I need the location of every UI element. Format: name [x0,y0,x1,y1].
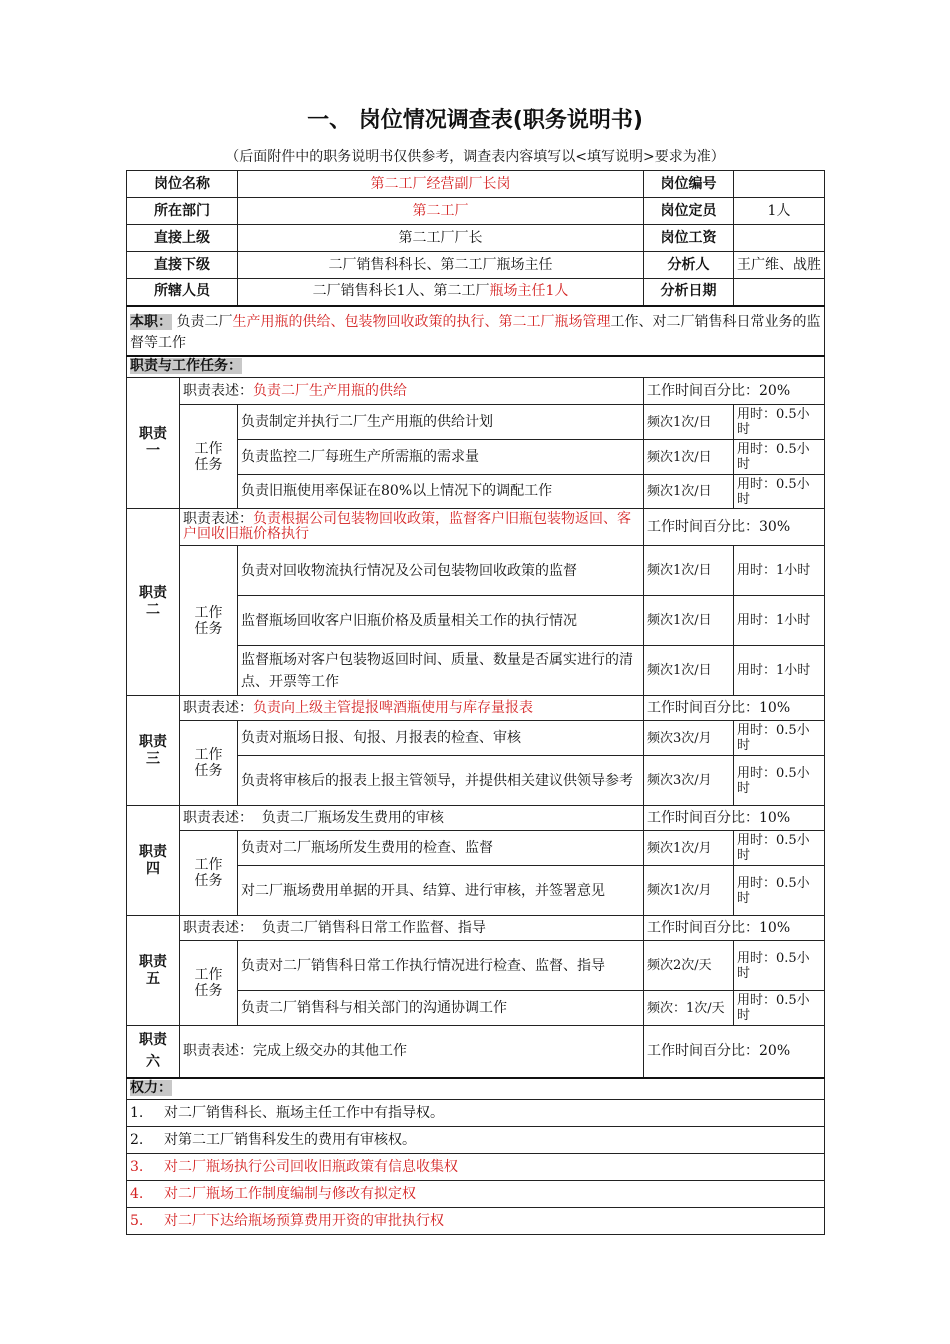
duty-1-task-3-text: 负责旧瓶使用率保证在80%以上情况下的调配工作 [238,475,644,509]
duty-1-desc-label: 职责表述： [183,382,253,399]
wage-label: 岗位工资 [644,225,734,252]
duty-5-task-1-time: 用时：0.5小时 [734,941,825,991]
power-4-text: 对二厂瓶场工作制度编制与修改有拟定权 [164,1185,416,1202]
duty-3-desc [180,696,644,721]
duty-4-task-2-text: 对二厂瓶场费用单据的开具、结算、进行审核，并签署意见 [238,866,644,916]
duty-6-desc-text: 完成上级交办的其他工作 [253,1042,407,1059]
subordinate-label: 直接下级 [127,252,238,279]
duty-5-task-1-freq: 频次2次/天 [644,941,734,991]
power-3-text: 对二厂瓶场执行公司回收旧瓶政策有信息收集权 [164,1158,458,1175]
duties-header [127,356,825,378]
duty-3-task-2-text: 负责将审核后的报表上报主管领导，并提供相关建议供领导参考 [238,756,644,806]
duty-3-task-2-time: 用时：0.5小时 [734,756,825,806]
duty-2-task-1-text: 负责对回收物流执行情况及公司包装物回收政策的监督 [238,546,644,596]
duty-4-task-1 [127,831,825,866]
duty-2-task-1 [127,546,825,596]
duty-4-name: 职责四 [127,806,180,916]
staff-value-b: 瓶场主任1人 [489,283,569,300]
duty-2-desc [180,509,644,546]
duty-6-percent: 工作时间百分比：20% [644,1026,825,1078]
duty-1-desc [180,378,644,405]
duty-4-task-1-text: 负责对二厂瓶场所发生费用的检查、监督 [238,831,644,866]
dept-value: 第二工厂 [238,198,644,225]
analyst-label: 分析人 [644,252,734,279]
duty-6-row [127,1026,825,1078]
duty-1-task-label: 工作任务 [180,405,238,509]
duty-3-task-2-freq: 频次3次/月 [644,756,734,806]
duty-2-task-2-time: 用时：1小时 [734,596,825,646]
duties-header-label: 职责与工作任务： [130,358,242,375]
duty-5-desc-text: 负责二厂销售科日常工作监督、指导 [261,919,486,936]
power-4-row [127,1181,825,1208]
duty-4-task-1-time: 用时：0.5小时 [734,831,825,866]
info-row-3 [127,225,825,252]
staff-value [238,279,644,306]
duty-2-desc-label: 职责表述： [183,511,253,527]
duty-3-desc-row [127,696,825,721]
power-1 [127,1100,825,1127]
power-5-no: 5. [130,1212,144,1229]
duty-4-task-2-freq: 频次1次/月 [644,866,734,916]
job-summary-text-a: 负责二厂 [176,313,233,330]
page-title: 一、 岗位情况调查表(职务说明书) [307,108,643,133]
power-5-row [127,1208,825,1235]
duty-6-desc [180,1026,644,1078]
duty-1-percent: 工作时间百分比：20% [644,378,825,405]
duty-1-task-1 [127,405,825,440]
dept-label: 所在部门 [127,198,238,225]
duty-4-desc [180,806,644,831]
page-subtitle: （后面附件中的职务说明书仅供参考，调查表内容填写以<填写说明>要求为准） [225,149,725,165]
duty-1-desc-text: 负责二厂生产用瓶的供给 [253,382,407,399]
duty-1-name: 职责一 [127,378,180,509]
duty-1-task-3-freq: 频次1次/日 [644,475,734,509]
duty-1-task-1-freq: 频次1次/日 [644,405,734,440]
power-2-text: 对第二工厂销售科发生的费用有审核权。 [164,1131,416,1148]
powers-header [127,1078,825,1100]
duties-header-row [127,356,825,378]
duty-1-desc-row [127,378,825,405]
duty-3-desc-text: 负责向上级主管提报啤酒瓶使用与库存量报表 [253,699,533,716]
duty-2-task-2-freq: 频次1次/日 [644,596,734,646]
power-3-row [127,1154,825,1181]
duty-6-name: 职责六 [127,1026,180,1078]
duty-5-task-2-text: 负责二厂销售科与相关部门的沟通协调工作 [238,991,644,1026]
duty-1-task-3-time: 用时：0.5小时 [734,475,825,509]
power-5 [127,1208,825,1235]
duty-2-name: 职责二 [127,509,180,696]
superior-label: 直接上级 [127,225,238,252]
duty-2-task-2-text: 监督瓶场回收客户旧瓶价格及质量相关工作的执行情况 [238,596,644,646]
job-summary-text-c: 工作、对二厂销售科日常业务的监督等工作 [130,313,821,351]
info-row-4 [127,252,825,279]
duty-2-desc-row [127,509,825,546]
power-2-no: 2. [130,1131,144,1148]
post-name-value: 第二工厂经营副厂长岗 [238,171,644,198]
info-row-5 [127,279,825,306]
duty-3-task-1 [127,721,825,756]
duty-3-task-1-text: 负责对瓶场日报、旬报、月报表的检查、审核 [238,721,644,756]
duty-3-task-1-time: 用时：0.5小时 [734,721,825,756]
duty-5-name: 职责五 [127,916,180,1026]
duty-6-desc-label: 职责表述： [183,1042,253,1059]
duty-2-task-1-freq: 频次1次/日 [644,546,734,596]
job-summary-label: 本职： [130,313,172,330]
duty-2-task-1-time: 用时：1小时 [734,546,825,596]
duty-4-task-2-time: 用时：0.5小时 [734,866,825,916]
duty-3-task-label: 工作任务 [180,721,238,806]
duty-3-name: 职责三 [127,696,180,806]
duty-2-task-label: 工作任务 [180,546,238,696]
info-row-1 [127,171,825,198]
powers-header-row [127,1078,825,1100]
duty-5-percent: 工作时间百分比：10% [644,916,825,941]
power-5-text: 对二厂下达给瓶场预算费用开资的审批执行权 [164,1212,444,1229]
duty-3-desc-label: 职责表述： [183,699,253,716]
duty-1-task-2-freq: 频次1次/日 [644,440,734,475]
info-row-2 [127,198,825,225]
duty-2-task-3-time: 用时：1小时 [734,646,825,696]
job-summary [127,306,825,356]
duty-2-task-3-freq: 频次1次/日 [644,646,734,696]
duty-4-percent: 工作时间百分比：10% [644,806,825,831]
date-value [734,279,825,306]
duty-3-percent: 工作时间百分比：10% [644,696,825,721]
duty-2-desc-text: 负责根据公司包装物回收政策，监督客户旧瓶包装物返回、客户回收旧瓶价格执行 [183,511,631,542]
power-1-no: 1. [130,1104,144,1121]
headcount-label: 岗位定员 [644,198,734,225]
power-2-row [127,1127,825,1154]
duty-2-percent: 工作时间百分比：30% [644,509,825,546]
post-name-label: 岗位名称 [127,171,238,198]
subordinate-value: 二厂销售科科长、第二工厂瓶场主任 [238,252,644,279]
wage-value [734,225,825,252]
duty-5-task-1-text: 负责对二厂销售科日常工作执行情况进行检查、监督、指导 [238,941,644,991]
duty-1-task-2-text: 负责监控二厂每班生产所需瓶的需求量 [238,440,644,475]
date-label: 分析日期 [644,279,734,306]
duty-5-task-2-freq: 频次：1次/天 [644,991,734,1026]
power-4-no: 4. [130,1185,144,1202]
duty-4-desc-row [127,806,825,831]
duty-1-task-2-time: 用时：0.5小时 [734,440,825,475]
duty-2-task-3-text: 监督瓶场对客户包装物返回时间、质量、数量是否属实进行的清点、开票等工作 [238,646,644,696]
power-4 [127,1181,825,1208]
duty-3-task-1-freq: 频次3次/月 [644,721,734,756]
duty-5-task-label: 工作任务 [180,941,238,1026]
power-3-no: 3. [130,1158,144,1175]
power-3 [127,1154,825,1181]
staff-value-a: 二厂销售科长1人、第二工厂 [312,283,490,300]
duty-1-task-1-text: 负责制定并执行二厂生产用瓶的供给计划 [238,405,644,440]
duty-5-desc-label: 职责表述： [183,919,253,936]
job-summary-row [127,306,825,356]
powers-header-label: 权力： [130,1080,172,1097]
staff-label: 所辖人员 [127,279,238,306]
job-description-table [126,170,825,1235]
headcount-value: 1人 [734,198,825,225]
duty-4-desc-text: 负责二厂瓶场发生费用的审核 [261,809,444,826]
job-summary-text-b: 生产用瓶的供给、包装物回收政策的执行、第二工厂瓶场管理 [232,313,611,330]
duty-5-task-1 [127,941,825,991]
analyst-value: 王广维、战胜 [734,252,825,279]
power-1-text: 对二厂销售科长、瓶场主任工作中有指导权。 [164,1104,444,1121]
duty-1-task-1-time: 用时：0.5小时 [734,405,825,440]
duty-5-desc [180,916,644,941]
post-no-value [734,171,825,198]
duty-4-desc-label: 职责表述： [183,809,253,826]
duty-4-task-1-freq: 频次1次/月 [644,831,734,866]
superior-value: 第二工厂厂长 [238,225,644,252]
power-2 [127,1127,825,1154]
duty-5-desc-row [127,916,825,941]
post-no-label: 岗位编号 [644,171,734,198]
power-1-row [127,1100,825,1127]
duty-4-task-label: 工作任务 [180,831,238,916]
duty-5-task-2-time: 用时：0.5小时 [734,991,825,1026]
